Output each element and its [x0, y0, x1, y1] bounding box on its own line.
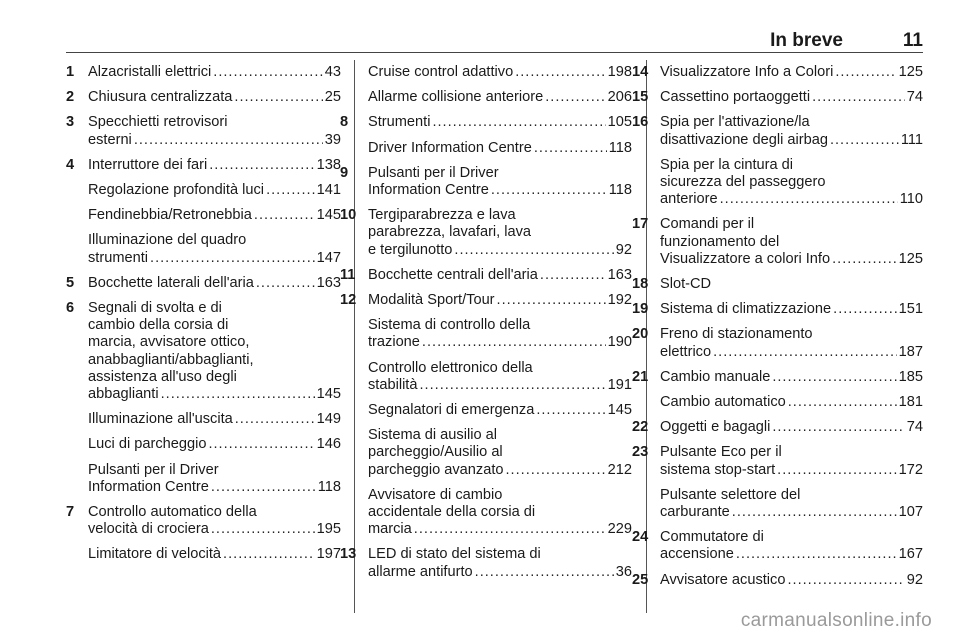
index-entry — [632, 64, 923, 81]
dot-leader — [772, 419, 904, 436]
entry-page-ref: 163 — [607, 266, 632, 283]
entry-page-ref: 74 — [906, 89, 923, 106]
index-entry — [632, 301, 923, 318]
entry-page-ref: 206 — [607, 89, 632, 106]
entry-last-line — [368, 334, 632, 351]
entry-number: 18 — [632, 276, 649, 293]
entry-last-line — [660, 462, 923, 479]
entry-text-line: Pulsante selettore del — [660, 486, 801, 503]
entry-text: velocità di crociera — [88, 521, 209, 538]
entry-page-ref: 141 — [316, 182, 341, 199]
entry-text: Fendinebbia/Retronebbia — [88, 207, 252, 224]
entry-last-line — [88, 386, 341, 403]
index-entry — [66, 89, 341, 106]
entry-number: 23 — [632, 444, 649, 461]
index-entry — [340, 207, 632, 259]
dot-leader — [506, 462, 606, 479]
dot-leader — [788, 394, 897, 411]
entry-text: disattivazione degli airbag — [660, 131, 828, 148]
entry-page-ref: 145 — [316, 386, 341, 403]
entry-text: anteriore — [660, 191, 718, 208]
dot-leader — [454, 242, 613, 259]
entry-text-line: LED di stato del sistema di — [368, 546, 541, 563]
entry-last-line — [660, 132, 923, 149]
index-entry — [66, 156, 341, 174]
index-entry — [368, 402, 632, 419]
dot-leader — [536, 402, 605, 419]
entry-text: Limitatore di velocità — [88, 546, 222, 563]
entry-text: parcheggio avanzato — [368, 461, 504, 478]
dot-leader — [475, 564, 614, 581]
index-entry — [368, 64, 632, 81]
entry-text-line: parabrezza, lavafari, lava — [368, 224, 532, 241]
column-divider — [354, 60, 355, 613]
entry-page-ref: 110 — [899, 191, 923, 208]
entry-text: stabilità — [368, 376, 418, 393]
index-entry — [632, 368, 923, 386]
entry-last-line — [88, 182, 341, 199]
entry-text-line: cambio della corsia di — [88, 317, 229, 334]
entry-page-ref: 125 — [898, 64, 923, 80]
entry-last-line — [88, 89, 341, 106]
entry-page-ref: 212 — [607, 461, 632, 478]
entry-text-line: sicurezza del passeggero — [660, 174, 826, 191]
index-entry — [66, 64, 341, 81]
entry-page-ref: 92 — [906, 571, 923, 588]
entry-text: Interruttore dei fari — [88, 156, 208, 173]
entry-text: Cambio automatico — [660, 394, 786, 411]
dot-leader — [772, 369, 896, 386]
entry-text-line: Specchietti retrovisori — [88, 114, 228, 131]
entry-page-ref: 191 — [607, 376, 632, 393]
index-entry — [368, 317, 632, 351]
dot-leader — [223, 546, 315, 563]
entry-page-ref: 151 — [898, 301, 923, 318]
index-entry — [632, 326, 923, 360]
entry-page-ref: 172 — [898, 461, 923, 478]
dot-leader — [208, 436, 314, 453]
entry-last-line — [88, 64, 341, 81]
entry-page-ref: 181 — [898, 394, 923, 411]
dot-leader — [419, 377, 605, 394]
entry-page-ref: 147 — [316, 249, 341, 266]
dot-leader — [234, 89, 322, 106]
entry-text: Luci di parcheggio — [88, 436, 207, 453]
entry-last-line — [660, 191, 923, 208]
entry-page-ref: 125 — [898, 250, 923, 267]
entry-text-line: Avvisatore di cambio — [368, 486, 503, 503]
entry-page-ref: 197 — [316, 546, 341, 563]
entry-page-ref: 36 — [615, 563, 632, 580]
index-entry — [632, 89, 923, 106]
page-number: 11 — [902, 30, 923, 51]
dot-leader — [732, 504, 897, 521]
dot-leader — [777, 462, 896, 479]
page-header — [66, 22, 923, 53]
index-column-3 — [632, 64, 923, 597]
dot-leader — [256, 275, 315, 292]
entry-last-line — [660, 504, 923, 521]
entry-page-ref: 107 — [898, 504, 923, 521]
entry-text-line: Commutatore di — [660, 529, 764, 546]
dot-leader — [134, 132, 323, 149]
entry-text-line: Spia per la cintura di — [660, 156, 794, 173]
dot-leader — [497, 292, 606, 309]
entry-page-ref: 118 — [608, 139, 632, 156]
entry-number: 3 — [66, 114, 75, 131]
index-entry — [66, 300, 341, 403]
entry-page-ref: 118 — [317, 478, 341, 495]
entry-page-ref: 192 — [607, 292, 632, 309]
entry-last-line — [88, 207, 341, 224]
entry-last-line — [88, 250, 341, 267]
entry-last-line — [368, 521, 632, 538]
entry-text: Cruise control adattivo — [368, 64, 514, 80]
entry-text-line: Illuminazione del quadro — [88, 232, 247, 249]
index-entry — [340, 164, 632, 199]
entry-text-line: Pulsante Eco per il — [660, 444, 782, 461]
entry-text-line: Segnali di svolta e di — [88, 300, 222, 317]
entry-last-line — [660, 251, 923, 268]
entry-page-ref: 25 — [324, 89, 341, 106]
index-entry — [88, 411, 341, 428]
entry-text-line: marcia, avvisatore ottico, — [88, 334, 250, 351]
entry-text: Avvisatore acustico — [660, 571, 786, 588]
entry-text: strumenti — [88, 249, 149, 266]
dot-leader — [254, 207, 315, 224]
entry-text-line: Freno di stazionamento — [660, 326, 813, 343]
entry-number: 2 — [66, 89, 75, 106]
entry-number: 20 — [632, 326, 649, 343]
entry-text: Oggetti e bagagli — [660, 419, 771, 436]
index-entry — [632, 529, 923, 563]
dot-leader — [150, 250, 315, 267]
dot-leader — [833, 301, 897, 318]
index-entry — [660, 157, 923, 209]
entry-number: 4 — [66, 156, 75, 173]
entry-number: 25 — [632, 571, 649, 588]
entry-text: Bocchette laterali dell'aria — [88, 274, 254, 291]
entry-text: Sistema di climatizzazione — [660, 301, 832, 318]
entry-last-line — [88, 157, 341, 174]
index-entry — [88, 207, 341, 224]
dot-leader — [211, 521, 315, 538]
entry-text: Strumenti — [368, 114, 431, 131]
entry-page-ref: 185 — [898, 368, 923, 385]
entry-page-ref: 229 — [607, 521, 632, 538]
dot-leader — [211, 479, 316, 496]
entry-number: 17 — [632, 216, 649, 233]
entry-text: Regolazione profondità luci — [88, 182, 265, 199]
entry-last-line — [660, 276, 923, 293]
index-column-2 — [340, 64, 632, 589]
entry-text: Segnalatori di emergenza — [368, 402, 535, 419]
entry-text-line: assistenza all'uso degli — [88, 368, 237, 385]
entry-text-line: Comandi per il — [660, 216, 755, 233]
index-entry — [660, 394, 923, 411]
entry-last-line — [368, 64, 632, 81]
entry-text: Information Centre — [368, 182, 489, 199]
entry-text-line: Sistema di controllo della — [368, 317, 531, 334]
watermark: carmanualsonline.info — [740, 610, 932, 631]
entry-text: Visualizzatore Info a Colori — [660, 64, 834, 80]
entry-text: Cambio manuale — [660, 368, 771, 385]
dot-leader — [534, 140, 607, 157]
dot-leader — [736, 546, 897, 563]
entry-last-line — [368, 242, 632, 259]
entry-number: 19 — [632, 301, 649, 318]
entry-number: 10 — [340, 207, 357, 224]
index-column-1 — [66, 64, 341, 572]
index-entry — [368, 89, 632, 106]
entry-page-ref: 163 — [316, 274, 341, 291]
dot-leader — [713, 344, 897, 361]
dot-leader — [491, 182, 607, 199]
entry-number: 6 — [66, 300, 75, 317]
entry-page-ref: 43 — [324, 64, 341, 80]
entry-text: trazione — [368, 334, 420, 351]
dot-leader — [720, 191, 898, 208]
entry-last-line — [660, 64, 923, 81]
entry-last-line — [88, 436, 341, 453]
dot-leader — [161, 386, 315, 403]
entry-last-line — [660, 301, 923, 318]
dot-leader — [835, 64, 896, 81]
entry-last-line — [660, 394, 923, 411]
entry-page-ref: 195 — [316, 521, 341, 538]
index-entry — [88, 462, 341, 496]
entry-text-line: Spia per l'attivazione/la — [660, 114, 810, 131]
entry-page-ref: 149 — [316, 411, 341, 428]
page-title: In breve — [770, 30, 843, 51]
entry-number: 11 — [340, 266, 356, 283]
entry-last-line — [368, 89, 632, 106]
entry-last-line — [88, 546, 341, 563]
index-entry — [340, 546, 632, 580]
entry-text-line: anabbaglianti/abbaglianti, — [88, 351, 254, 368]
dot-leader — [213, 64, 323, 81]
entry-text: Information Centre — [88, 478, 209, 495]
entry-text: e tergilunotto — [368, 241, 453, 258]
index-entry — [88, 546, 341, 563]
entry-page-ref: 105 — [607, 114, 632, 131]
entry-text: Bocchette centrali dell'aria — [368, 266, 538, 283]
entry-text-line: Sistema di ausilio al — [368, 427, 497, 444]
entry-page-ref: 190 — [607, 334, 632, 351]
entry-number: 22 — [632, 419, 649, 436]
entry-page-ref: 146 — [316, 436, 341, 453]
entry-text: carburante — [660, 504, 730, 521]
entry-page-ref: 118 — [608, 182, 632, 199]
index-entry — [632, 419, 923, 436]
dot-leader — [832, 251, 897, 268]
entry-number: 7 — [66, 504, 75, 521]
index-entry — [368, 487, 632, 539]
entry-text-line: funzionamento del — [660, 233, 780, 250]
entry-number: 1 — [66, 64, 75, 80]
index-entry — [632, 114, 923, 148]
entry-number: 5 — [66, 274, 75, 291]
entry-page-ref: 187 — [898, 343, 923, 360]
entry-number: 15 — [632, 89, 649, 106]
entry-last-line — [88, 275, 341, 292]
index-entry — [632, 276, 923, 293]
entry-number: 21 — [632, 368, 649, 385]
index-entry — [66, 114, 341, 148]
dot-leader — [540, 267, 606, 284]
dot-leader — [545, 89, 605, 106]
entry-last-line — [660, 419, 923, 436]
entry-last-line — [88, 132, 341, 149]
entry-last-line — [660, 89, 923, 106]
dot-leader — [235, 411, 315, 428]
entry-last-line — [368, 114, 632, 131]
entry-text: abbaglianti — [88, 386, 159, 403]
entry-text: Chiusura centralizzata — [88, 89, 233, 106]
entry-last-line — [368, 564, 632, 581]
entry-text: sistema stop-start — [660, 461, 776, 478]
entry-last-line — [660, 572, 923, 589]
entry-page-ref: 111 — [900, 131, 923, 148]
entry-text: Modalità Sport/Tour — [368, 292, 495, 309]
dot-leader — [414, 521, 606, 538]
entry-page-ref: 138 — [316, 156, 341, 173]
entry-text: Driver Information Centre — [368, 139, 532, 156]
index-entry — [66, 274, 341, 292]
entry-page-ref: 145 — [316, 207, 341, 224]
index-entry — [340, 292, 632, 309]
entry-last-line — [88, 479, 341, 496]
entry-number: 16 — [632, 114, 649, 131]
entry-last-line — [660, 546, 923, 563]
entry-text-line: Controllo automatico della — [88, 504, 257, 521]
entry-last-line — [368, 462, 632, 479]
entry-last-line — [368, 292, 632, 309]
index-entry — [368, 360, 632, 394]
dot-leader — [787, 572, 904, 589]
entry-text-line: Pulsanti per il Driver — [88, 461, 219, 478]
index-entry — [340, 114, 632, 131]
entry-page-ref: 167 — [898, 546, 923, 563]
entry-text: esterni — [88, 131, 132, 148]
entry-number: 13 — [340, 546, 357, 563]
entry-text-line: Tergiparabrezza e lava — [368, 207, 516, 224]
entry-text-line: parcheggio/Ausilio al — [368, 444, 503, 461]
entry-text: Illuminazione all'uscita — [88, 411, 233, 428]
dot-leader — [266, 182, 315, 199]
entry-last-line — [660, 344, 923, 361]
entry-last-line — [368, 267, 632, 284]
entry-last-line — [368, 140, 632, 157]
entry-last-line — [660, 369, 923, 386]
index-entry — [88, 436, 341, 453]
index-entry — [632, 571, 923, 589]
dot-leader — [812, 89, 905, 106]
dot-leader — [432, 114, 605, 131]
entry-last-line — [88, 411, 341, 428]
entry-number: 9 — [340, 164, 349, 181]
entry-number: 12 — [340, 292, 357, 309]
entry-last-line — [88, 521, 341, 538]
index-entry — [368, 140, 632, 157]
index-entry — [340, 266, 632, 284]
index-entry — [88, 182, 341, 199]
entry-text: Slot-CD — [660, 276, 712, 293]
entry-last-line — [368, 182, 632, 199]
entry-page-ref: 198 — [607, 64, 632, 80]
entry-text: allarme antifurto — [368, 563, 473, 580]
entry-page-ref: 145 — [607, 402, 632, 419]
entry-number: 24 — [632, 529, 649, 546]
entry-text: marcia — [368, 521, 412, 538]
dot-leader — [515, 64, 605, 81]
entry-text-line: accidentale della corsia di — [368, 504, 536, 521]
dot-leader — [209, 157, 314, 174]
index-entry — [632, 216, 923, 268]
index-entry — [368, 427, 632, 479]
entry-text-line: Pulsanti per il Driver — [368, 164, 499, 181]
entry-last-line — [368, 377, 632, 394]
index-entry — [66, 504, 341, 538]
entry-text: elettrico — [660, 343, 712, 360]
entry-text: Cassettino portaoggetti — [660, 89, 811, 106]
entry-text: Alzacristalli elettrici — [88, 64, 212, 80]
dot-leader — [830, 132, 899, 149]
dot-leader — [422, 334, 606, 351]
entry-page-ref: 74 — [906, 419, 923, 436]
index-entry — [632, 444, 923, 478]
entry-text: accensione — [660, 546, 734, 563]
entry-text-line: Controllo elettronico della — [368, 359, 533, 376]
entry-number: 8 — [340, 114, 349, 131]
entry-number: 14 — [632, 64, 649, 80]
entry-page-ref: 39 — [324, 131, 341, 148]
index-entry — [88, 232, 341, 266]
entry-text: Visualizzatore a colori Info — [660, 250, 831, 267]
index-entry — [660, 487, 923, 521]
entry-text: Allarme collisione anteriore — [368, 89, 544, 106]
entry-last-line — [368, 402, 632, 419]
entry-page-ref: 92 — [615, 241, 632, 258]
